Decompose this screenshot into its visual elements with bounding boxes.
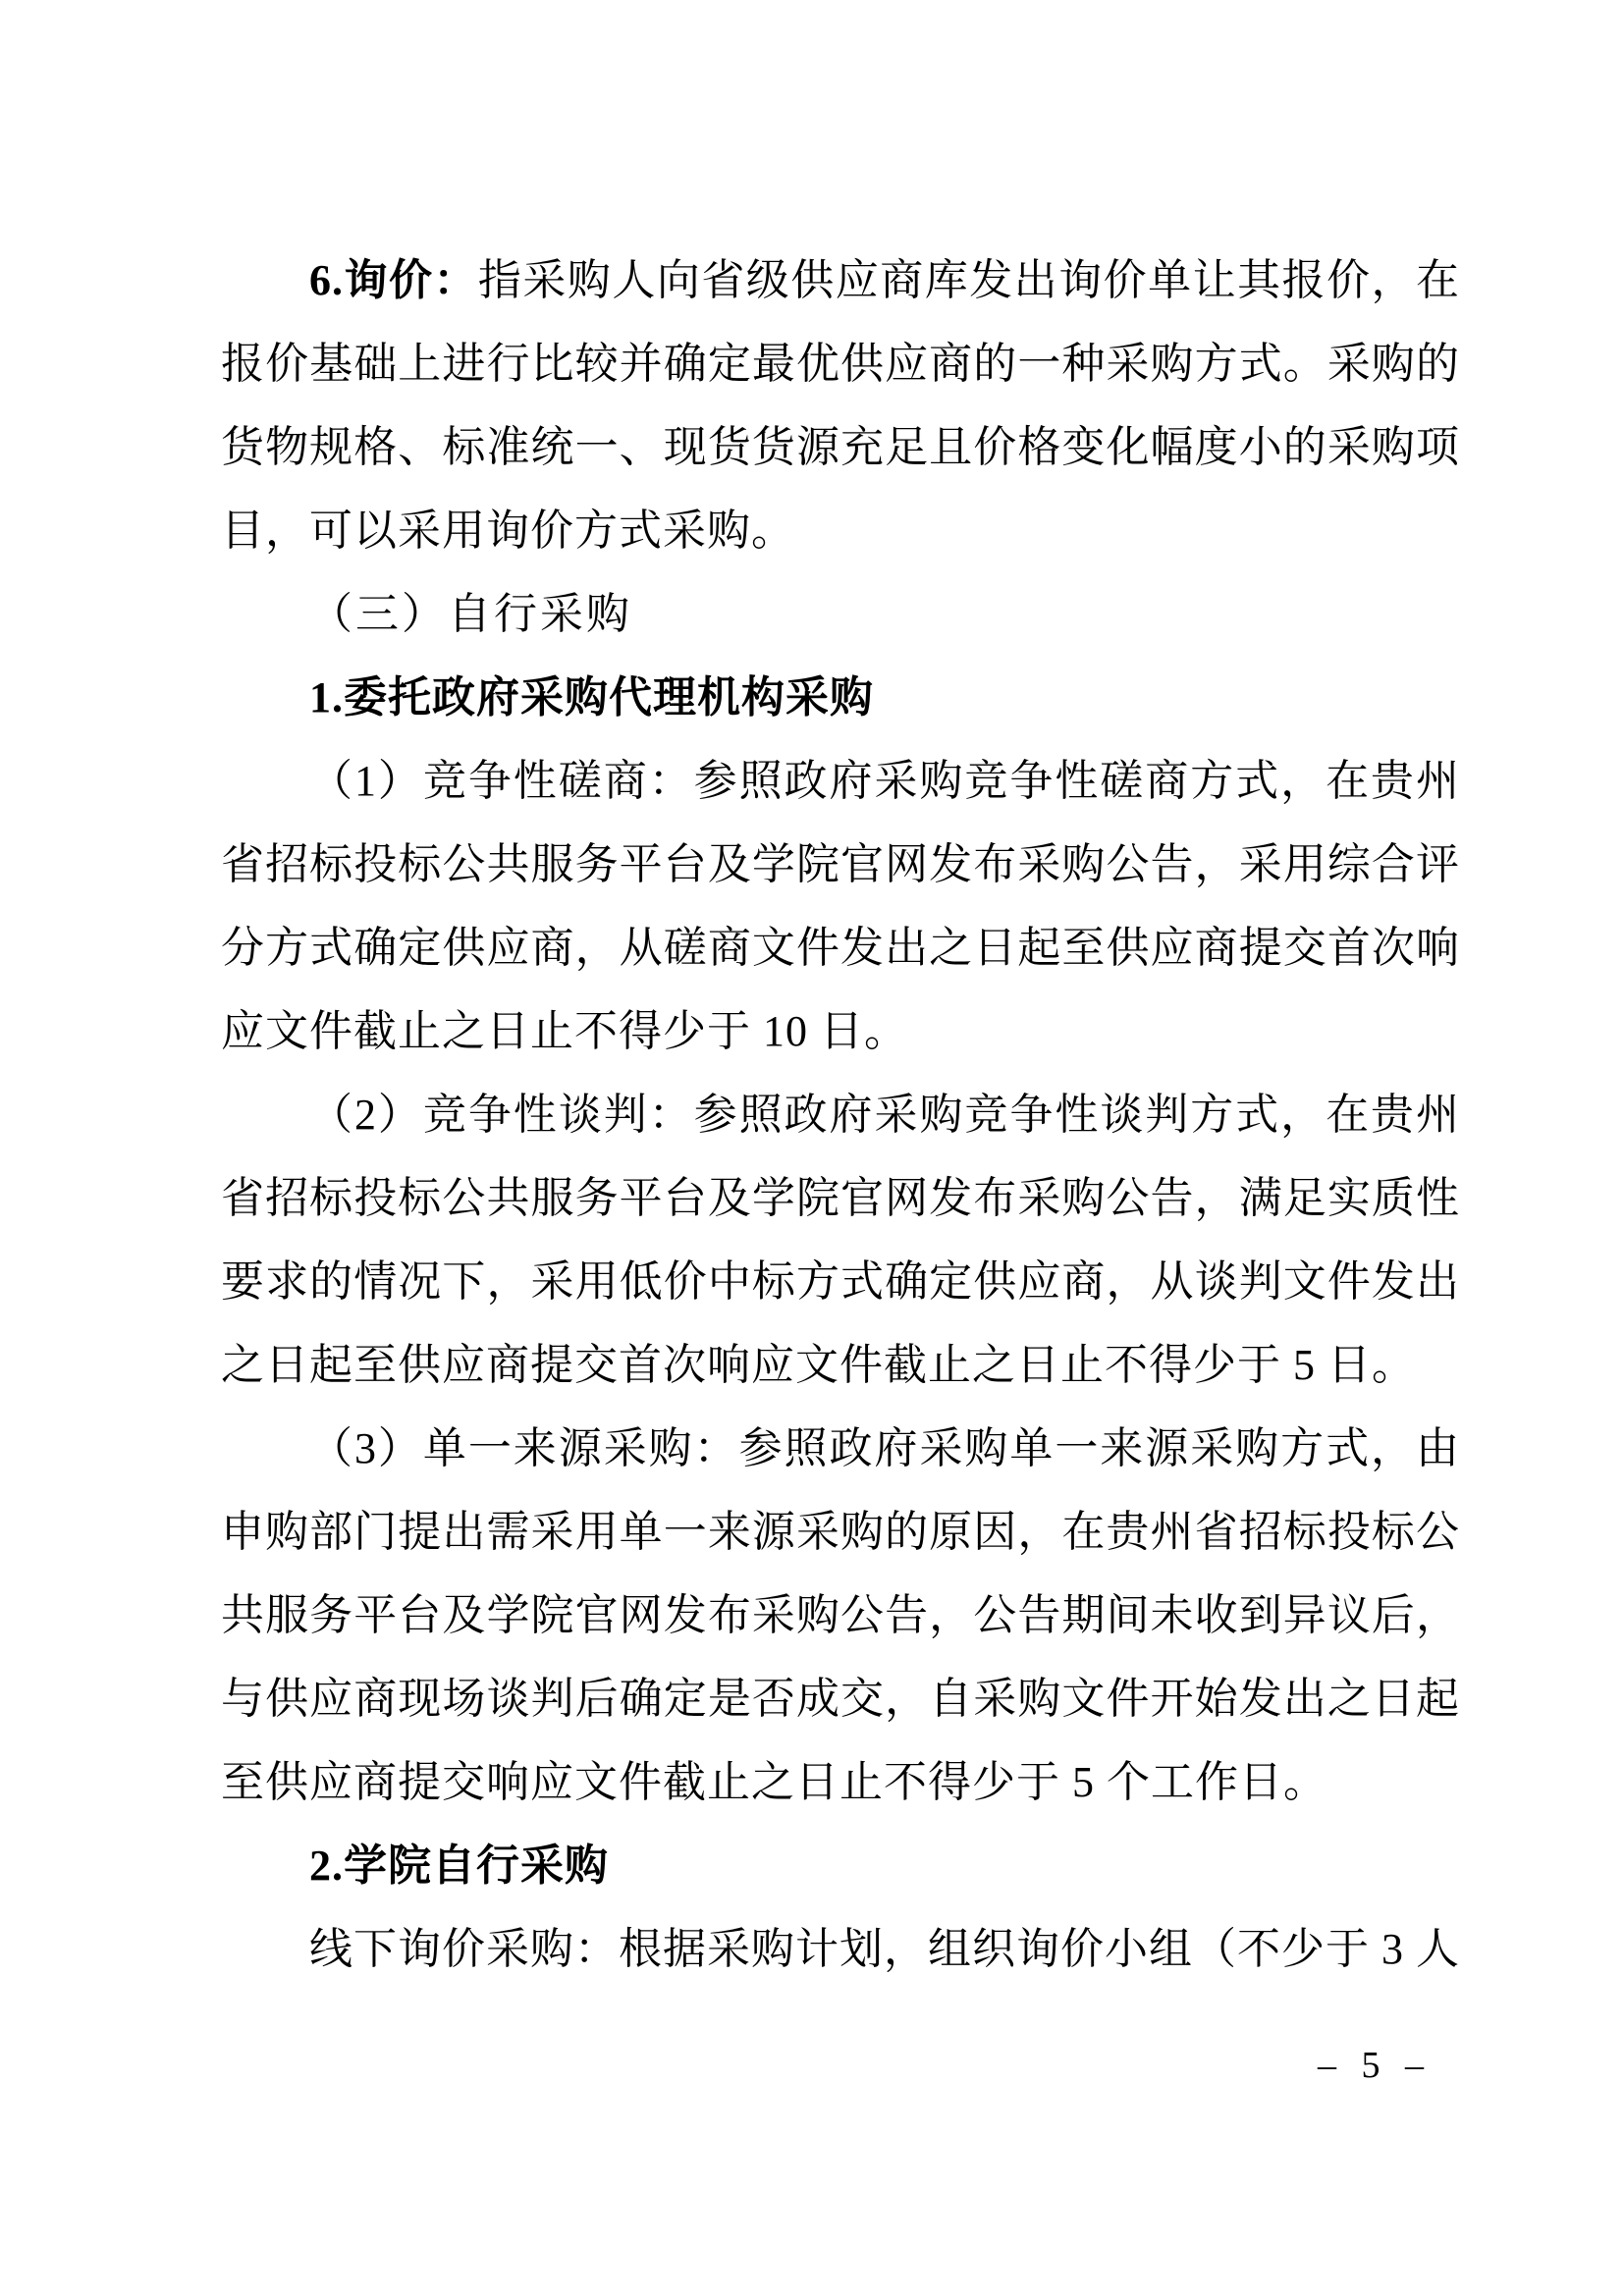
paragraph-text: 指采购人向省级供应商库发出询价单让其报价，在报价基础上进行比较并确定最优供应商的一种采购方式。采购的货物规格、标准统一、现货货源充足且价格变化幅度小的采购项目，可以采用询价方式采购。 xyxy=(221,256,1460,555)
heading-entrusted-agency-procurement: 1.委托政府采购代理机构采购 xyxy=(309,673,874,721)
paragraph-single-source: （3）单一来源采购：参照政府采购单一来源采购方式，由申购部门提出需采用单一来源采购的原因，在贵州省招标投标公共服务平台及学院官网发布采购公告，公告期间未收到异议后，与供应商现场谈判后确定是否成交，自采购文件开始发出之日起至供应商提交响应文件截止之日止不得少于 5 个工作日。 xyxy=(221,1424,1460,1806)
paragraph-competitive-consultation: （1）竞争性磋商：参照政府采购竞争性磋商方式，在贵州省招标投标公共服务平台及学院官网发布采购公告，采用综合评分方式确定供应商，从磋商文件发出之日起至供应商提交首次响应文件截止之日止不得少于 10 日。 xyxy=(221,757,1460,1055)
paragraph-inquiry-definition xyxy=(221,239,1460,572)
page-number: – 5 – xyxy=(1318,2045,1432,2086)
paragraph-competitive-negotiation: （2）竞争性谈判：参照政府采购竞争性谈判方式，在贵州省招标投标公共服务平台及学院官网发布采购公告，满足实质性要求的情况下，采用低价中标方式确定供应商，从谈判文件发出之日起至供应商提交首次响应文件截止之日止不得少于 5 日。 xyxy=(221,1091,1460,1389)
paragraph-offline-inquiry: 线下询价采购：根据采购计划，组织询价小组（不少于 3 人 xyxy=(309,1925,1460,1973)
paragraph-lead-bold: 6.询价： xyxy=(309,256,478,304)
heading-section-3-self-procurement: （三）自行采购 xyxy=(309,590,632,638)
document-body xyxy=(221,239,1460,1991)
heading-college-self-procurement: 2.学院自行采购 xyxy=(309,1842,609,1890)
